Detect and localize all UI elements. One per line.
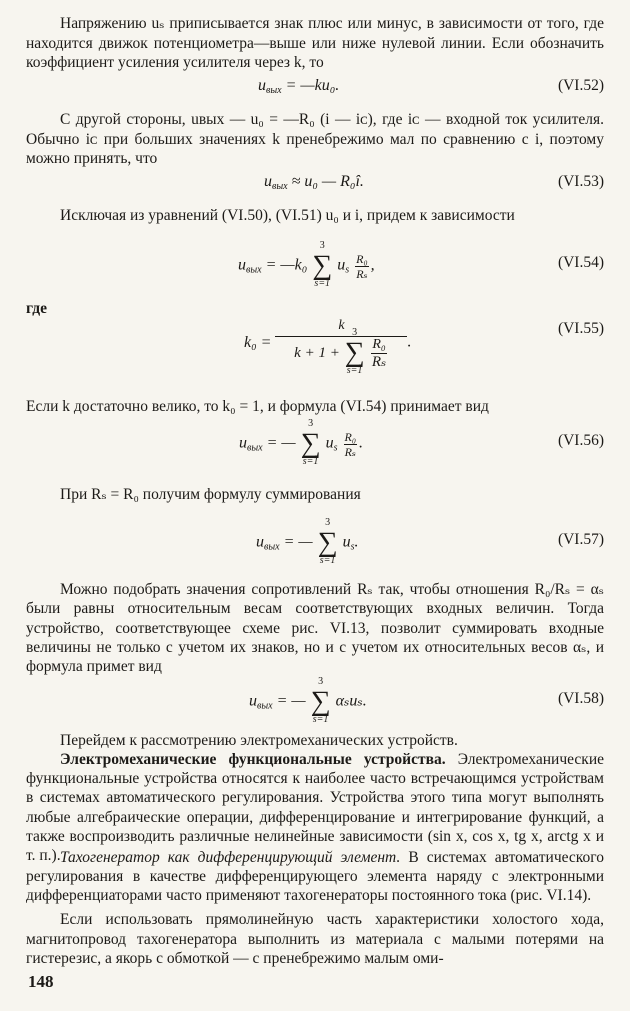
eq55-denominator: [275, 327, 407, 376]
eq58-lhs: u: [249, 692, 257, 710]
eq54-tail: ,: [370, 256, 375, 274]
eq55-fraction: [275, 318, 407, 376]
eq54-number: (VI.54): [557, 254, 604, 271]
eq58-number: (VI.58): [557, 690, 604, 707]
eq52-lhs: u: [258, 77, 266, 94]
eq57-lhs: u: [256, 533, 264, 551]
eq54-sum-top: 3: [319, 240, 325, 251]
where-label: где: [26, 300, 47, 317]
paragraph-1: Напряжению uₛ приписывается знак плюс или минус, в зависимости от того, где находится движок потенциометра—выше или ниже нулевой линии. Если обозначить коэффициент усиления усилителя через k, то: [26, 15, 604, 71]
eq56-fraction: [344, 431, 358, 458]
paragraph-3: Исключая из уравнений (VI.50), (VI.51) u₀ и i, придем к зависимости: [60, 207, 515, 224]
eq53-rhs: ≈ u₀ — R₀î.: [291, 173, 364, 190]
equation-vi-58: [26, 676, 604, 725]
eq57-eq: = —: [283, 533, 313, 551]
eq58-term: αₛuₛ.: [335, 692, 367, 710]
eq56-number: (VI.56): [557, 432, 604, 449]
eq56-sum: 3 ∑ s=1: [300, 418, 321, 467]
eq55-frac-num: R₀: [372, 337, 386, 353]
eq56-sum-top: 3: [308, 418, 314, 429]
eq55-sum-bottom: s=1: [346, 365, 363, 376]
paragraph-7: Перейдем к рассмотрению электромеханических устройств.: [60, 732, 458, 749]
eq56-eq: = —: [266, 434, 296, 452]
eq56-term: u: [325, 434, 334, 452]
eq57-sum-top: 3: [325, 517, 331, 528]
eq54-frac-den: Rₛ: [356, 266, 368, 281]
eq57-term: u: [342, 533, 351, 551]
paragraph-6: Можно подобрать значения сопротивлений Rₛ так, чтобы отношения R₀/Rₛ = αₛ были равны относительным весам соответствующих входных величин. Тогда устройство, соответствующее схеме рис. VI.13, позволит суммировать входные величины не только с учетом их знаков, но и с учетом их относительных весов αₛ, и формула примет вид: [26, 581, 604, 676]
eq52-number: (VI.52): [557, 77, 604, 94]
eq56-term-sub: s: [333, 442, 338, 454]
eq57-sum-bottom: s=1: [319, 555, 336, 566]
eq54-eq: = —k₀: [265, 256, 308, 274]
eq55-number: (VI.55): [557, 320, 604, 337]
paragraph-2: С другой стороны, uвых — u₀ = —R₀ (i — iᴄ), где iᴄ — входной ток усилителя. Обычно iᴄ при больших значениях k пренебрежимо мал по сравнению с i, поэтому можно принять, что: [26, 111, 604, 167]
eq55-tail: .: [407, 333, 412, 351]
eq53-lhs: u: [264, 173, 272, 190]
eq54-frac-num: R₀: [356, 251, 368, 266]
eq55-lhs: k₀ =: [244, 333, 272, 351]
eq58-lhs-sub: вых: [257, 700, 273, 712]
eq58-sum: 3 ∑ s=1: [310, 676, 331, 725]
equation-vi-57: [26, 517, 604, 566]
eq58-sum-top: 3: [318, 676, 324, 687]
section-heading-tachogenerator: Тахогенератор как дифференцирующий элемент.: [60, 849, 401, 866]
eq57-lhs-sub: вых: [264, 541, 280, 553]
eq52-lhs-sub: вых: [266, 85, 282, 96]
equation-vi-55: [26, 312, 604, 382]
eq57-number: (VI.57): [557, 531, 604, 548]
eq54-sum-bottom: s=1: [314, 278, 331, 289]
paragraph-9: [26, 848, 604, 906]
eq52-rhs: = —ku₀.: [285, 77, 340, 94]
eq56-lhs: u: [239, 434, 247, 452]
section-heading-electromechanical: Электромеханические функциональные устройства.: [60, 751, 446, 768]
eq54-fraction: [355, 253, 369, 280]
eq54-lhs-sub: вых: [246, 264, 262, 276]
eq56-tail: .: [359, 434, 364, 452]
eq54-term-sub: s: [345, 264, 350, 276]
eq58-eq: = —: [276, 692, 306, 710]
eq55-den-pre: k + 1 +: [294, 345, 340, 361]
equation-vi-52: [26, 77, 604, 99]
eq55-inner-fraction: [371, 337, 387, 371]
equation-vi-56: [26, 418, 604, 467]
eq56-lhs-sub: вых: [247, 442, 263, 454]
eq56-frac-den: Rₛ: [344, 444, 356, 459]
eq56-sum-bottom: s=1: [302, 456, 319, 467]
paragraph-10: Если использовать прямолинейную часть характеристики холостого хода, магнитопровод тахогенератора выполнить из материала с малыми потерями на гистерезис, а якорь с обмоткой — с пренебрежимо малым оми-: [26, 911, 604, 967]
paragraph-9-text: В системах автоматического регулирования в качестве дифференцирующего элемента наряду с электронными дифференциаторами часто применяют тахогенераторы постоянного тока (рис. VI.14).: [26, 849, 604, 905]
equation-vi-53: [26, 173, 604, 195]
eq54-lhs: u: [238, 256, 246, 274]
page-number: 148: [28, 972, 54, 991]
eq55-numerator: k: [275, 318, 407, 337]
eq58-sum-bottom: s=1: [312, 714, 329, 725]
equation-vi-54: [26, 240, 604, 289]
eq53-number: (VI.53): [557, 173, 604, 190]
eq53-lhs-sub: вых: [272, 181, 288, 192]
eq54-sum: 3 ∑ s=1: [312, 240, 333, 289]
eq57-sum: 3 ∑ s=1: [317, 517, 338, 566]
eq56-frac-num: R₀: [344, 429, 357, 444]
eq55-sum-top: 3: [352, 327, 358, 338]
paragraph-5: При Rₛ = R₀ получим формулу суммирования: [60, 486, 361, 503]
paragraph-8-text: Электромеханические функциональные устройства относятся к наиболее часто встречающимся устройствам в системах автоматического регулирования. Устройства этого типа могут выполнять любые алгебраические операции, дифференцирование и интегрирование функций, а также воспроизводить различные нелинейные зависимости (sin x, cos x, tg x, arctg x и т. п.).: [26, 751, 604, 865]
eq55-sum: 3 ∑ s=1: [344, 327, 365, 376]
paragraph-4: Если k достаточно велико, то k₀ = 1, и формула (VI.54) принимает вид: [26, 398, 489, 415]
eq57-term-sub: s: [350, 541, 355, 553]
eq57-tail: .: [354, 533, 359, 551]
eq55-frac-den: Rₛ: [371, 354, 387, 371]
eq54-term: u: [337, 256, 346, 274]
